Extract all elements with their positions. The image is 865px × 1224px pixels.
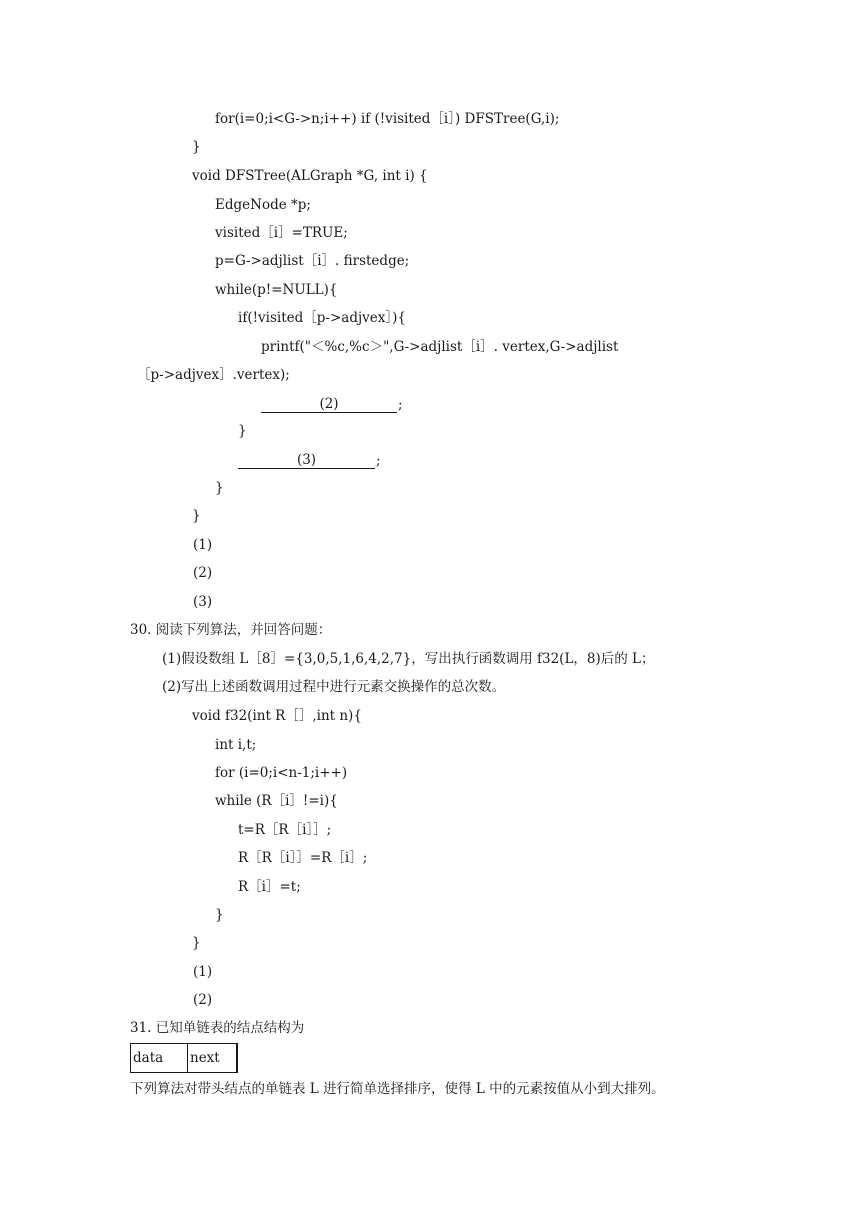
- code-line: for(i=0;i<G->n;i++) if (!visited［i］) DFSTree(G,i);: [215, 111, 560, 127]
- code-line: while(p!=NULL){: [215, 282, 338, 298]
- answer-label: (2): [193, 992, 213, 1008]
- code-line: t=R［R［i］］;: [238, 822, 332, 838]
- code-line: visited［i］=TRUE;: [215, 225, 348, 241]
- code-line: }: [215, 907, 224, 923]
- code-semicolon: ;: [376, 453, 381, 469]
- code-line: }: [215, 480, 224, 496]
- code-line: ［p->adjvex］.vertex);: [137, 367, 290, 383]
- code-line: while (R［i］!=i){: [215, 793, 338, 809]
- code-line: for (i=0;i<n-1;i++): [215, 765, 348, 781]
- answer-label: (1): [193, 964, 213, 980]
- code-line: void f32(int R［］,int n){: [192, 708, 362, 724]
- fill-blank-3[interactable]: (3): [238, 452, 375, 469]
- code-line: }: [238, 423, 247, 439]
- code-line: }: [192, 139, 201, 155]
- node-field-data: data: [131, 1044, 188, 1073]
- node-field-next: next: [188, 1044, 238, 1073]
- question-item: (2)写出上述函数调用过程中进行元素交换操作的总次数。: [162, 679, 506, 695]
- answer-label: (3): [193, 594, 213, 610]
- question-description: 下列算法对带头结点的单链表 L 进行简单选择排序，使得 L 中的元素按值从小到大排列。: [130, 1081, 665, 1097]
- code-line: p=G->adjlist［i］. firstedge;: [215, 253, 410, 269]
- code-semicolon: ;: [398, 397, 403, 413]
- code-line: }: [192, 935, 201, 951]
- answer-label: (1): [193, 537, 213, 553]
- code-line: if(!visited［p->adjvex］){: [238, 310, 406, 326]
- code-line: R［R［i］］=R［i］;: [238, 850, 368, 866]
- answer-label: (2): [193, 565, 213, 581]
- question-title: 31. 已知单链表的结点结构为: [130, 1020, 305, 1036]
- question-item: (1)假设数组 L［8］={3,0,5,1,6,4,2,7}，写出执行函数调用 f32(L，8)后的 L；: [162, 651, 655, 667]
- code-line: }: [192, 508, 201, 524]
- question-title: 30. 阅读下列算法，并回答问题：: [130, 622, 332, 638]
- code-line: printf("＜%c,%c＞",G->adjlist［i］. vertex,G->adjlist: [261, 339, 619, 355]
- fill-blank-2[interactable]: (2): [261, 396, 397, 413]
- code-line: void DFSTree(ALGraph *G, int i) {: [192, 168, 428, 184]
- code-line: int i,t;: [215, 737, 257, 753]
- node-structure-table: [130, 1043, 238, 1073]
- code-line: R［i］=t;: [238, 879, 301, 895]
- code-line: EdgeNode *p;: [215, 197, 311, 213]
